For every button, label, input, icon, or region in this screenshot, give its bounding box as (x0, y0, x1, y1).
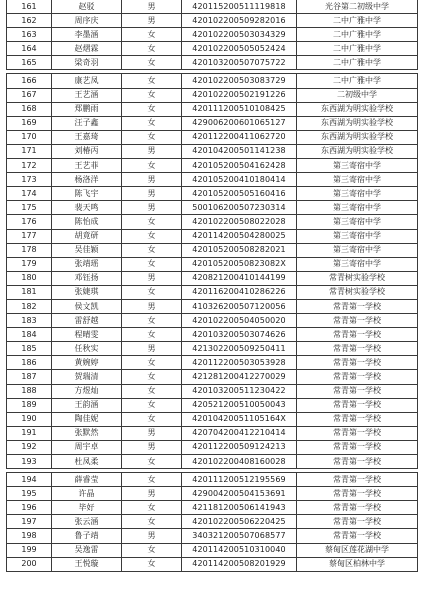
student-name-cell: 程晴雯 (51, 328, 121, 341)
id-number-cell: 420105200508282021 (181, 244, 296, 257)
school-name-cell: 光谷第二初级中学 (296, 0, 418, 13)
table-row (6, 413, 418, 427)
student-name-cell: 胡竟研 (51, 230, 121, 243)
row-number-cell: 191 (6, 427, 51, 440)
id-number-cell: 420115200511119818 (181, 0, 296, 13)
student-name-cell: 王嘉琦 (51, 131, 121, 144)
gender-cell: 女 (121, 117, 181, 130)
school-name-cell: 常青第一学校 (296, 314, 418, 327)
student-name-cell: 汪子鑫 (51, 117, 121, 130)
school-name-cell: 常青第一学校 (296, 515, 418, 528)
row-number-cell: 176 (6, 215, 51, 228)
gender-cell: 女 (121, 455, 181, 468)
table-row (6, 272, 418, 286)
table-row (6, 201, 418, 215)
id-number-cell: 42010420051105164X (181, 413, 296, 426)
student-name-cell: 王韵涵 (51, 399, 121, 412)
row-number-cell: 178 (6, 244, 51, 257)
row-number-cell: 168 (6, 103, 51, 116)
row-number-cell: 164 (6, 42, 51, 55)
id-number-cell: 420111200510108425 (181, 103, 296, 116)
row-number-cell: 181 (6, 286, 51, 299)
gender-cell: 女 (121, 244, 181, 257)
row-number-cell: 175 (6, 201, 51, 214)
row-number-cell: 177 (6, 230, 51, 243)
id-number-cell: 420112200509124213 (181, 441, 296, 454)
school-name-cell: 东西湖为明实验学校 (296, 117, 418, 130)
id-number-cell: 429004200504153691 (181, 487, 296, 500)
id-number-cell: 420112200503053928 (181, 356, 296, 369)
student-name-cell: 张云涵 (51, 515, 121, 528)
id-number-cell: 420114200504280025 (181, 230, 296, 243)
gender-cell: 女 (121, 515, 181, 528)
table-row (6, 342, 418, 356)
student-name-cell: 陶佳妮 (51, 413, 121, 426)
row-number-cell: 182 (6, 300, 51, 313)
student-name-cell: 赵熠霖 (51, 42, 121, 55)
school-name-cell: 第三寄宿中学 (296, 187, 418, 200)
student-name-cell: 刘椿丙 (51, 145, 121, 158)
school-name-cell: 常青第一学校 (296, 385, 418, 398)
row-number-cell: 194 (6, 473, 51, 486)
school-name-cell: 常青第一学校 (296, 529, 418, 542)
id-number-cell: 420102200408160028 (181, 455, 296, 468)
gender-cell: 女 (121, 103, 181, 116)
student-name-cell: 陈飞宇 (51, 187, 121, 200)
student-name-cell: 许晶 (51, 487, 121, 500)
student-name-cell: 鲁子靖 (51, 529, 121, 542)
school-name-cell: 第三寄宿中学 (296, 173, 418, 186)
student-name-cell: 邓钰扬 (51, 272, 121, 285)
school-name-cell: 常青树实验学校 (296, 286, 418, 299)
row-number-cell: 173 (6, 173, 51, 186)
school-name-cell: 第三寄宿中学 (296, 201, 418, 214)
table-row (6, 286, 418, 300)
school-name-cell: 东西湖为明实验学校 (296, 103, 418, 116)
school-name-cell: 东西湖为明实验学校 (296, 131, 418, 144)
school-name-cell: 二中广雅中学 (296, 14, 418, 27)
gender-cell: 女 (121, 258, 181, 271)
row-number-cell: 184 (6, 328, 51, 341)
id-number-cell: 420102200508022028 (181, 215, 296, 228)
gender-cell: 女 (121, 501, 181, 514)
id-number-cell: 420102200506220425 (181, 515, 296, 528)
row-number-cell: 192 (6, 441, 51, 454)
student-name-cell: 张靖瑶 (51, 258, 121, 271)
school-name-cell: 二初级中学 (296, 89, 418, 102)
student-name-cell: 王艺涵 (51, 89, 121, 102)
school-name-cell: 常青第一学校 (296, 473, 418, 486)
gender-cell: 男 (121, 441, 181, 454)
gender-cell: 男 (121, 427, 181, 440)
gender-cell: 男 (121, 487, 181, 500)
id-number-cell: 420114200508201929 (181, 558, 296, 571)
gender-cell: 女 (121, 413, 181, 426)
school-name-cell: 常青第一学校 (296, 342, 418, 355)
table-row (6, 300, 418, 314)
row-number-cell: 200 (6, 558, 51, 571)
gender-cell: 女 (121, 385, 181, 398)
school-name-cell: 常青第一学校 (296, 427, 418, 440)
student-name-cell: 周宇卓 (51, 441, 121, 454)
row-number-cell: 174 (6, 187, 51, 200)
row-number-cell: 199 (6, 544, 51, 557)
gender-cell: 女 (121, 473, 181, 486)
row-number-cell: 166 (6, 74, 51, 87)
table-row (6, 0, 418, 14)
table-row (6, 258, 418, 272)
table-row (6, 230, 418, 244)
table-row (6, 103, 418, 117)
gender-cell: 男 (121, 0, 181, 13)
gender-cell: 女 (121, 356, 181, 369)
school-name-cell: 常青第一学校 (296, 441, 418, 454)
table-row (6, 427, 418, 441)
table-row (6, 441, 418, 455)
row-number-cell: 161 (6, 0, 51, 13)
row-number-cell: 193 (6, 455, 51, 468)
gender-cell: 男 (121, 173, 181, 186)
table-row (6, 399, 418, 413)
table-row (6, 455, 418, 469)
school-name-cell: 常青第一学校 (296, 487, 418, 500)
id-number-cell: 420105200410180414 (181, 173, 296, 186)
id-number-cell: 420103200503074626 (181, 328, 296, 341)
id-number-cell: 420102200505052424 (181, 42, 296, 55)
id-number-cell: 410326200507120056 (181, 300, 296, 313)
gender-cell: 男 (121, 342, 181, 355)
student-name-cell: 吴佳颖 (51, 244, 121, 257)
student-name-cell: 裴天鸣 (51, 201, 121, 214)
student-name-cell: 杜凤柔 (51, 455, 121, 468)
gender-cell: 女 (121, 56, 181, 69)
student-name-cell: 赵驳 (51, 0, 121, 13)
table-row (6, 529, 418, 543)
table-row (6, 28, 418, 42)
table-row (6, 328, 418, 342)
table-row (6, 187, 418, 201)
id-number-cell: 420111200512195569 (181, 473, 296, 486)
school-name-cell: 常青第一学校 (296, 455, 418, 468)
school-name-cell: 常青第一学校 (296, 300, 418, 313)
gender-cell: 女 (121, 328, 181, 341)
school-name-cell: 常青第一学校 (296, 413, 418, 426)
id-number-cell: 340321200507068577 (181, 529, 296, 542)
table-row (6, 117, 418, 131)
student-name-cell: 任秋实 (51, 342, 121, 355)
gender-cell: 女 (121, 131, 181, 144)
table-row (6, 215, 418, 229)
row-number-cell: 186 (6, 356, 51, 369)
gender-cell: 男 (121, 300, 181, 313)
gender-cell: 女 (121, 215, 181, 228)
row-number-cell: 165 (6, 56, 51, 69)
gender-cell: 女 (121, 74, 181, 87)
row-number-cell: 171 (6, 145, 51, 158)
row-number-cell: 197 (6, 515, 51, 528)
school-name-cell: 二中广雅中学 (296, 74, 418, 87)
student-name-cell: 薛睿莹 (51, 473, 121, 486)
gender-cell: 女 (121, 28, 181, 41)
id-number-cell: 420102200503034329 (181, 28, 296, 41)
table-row (6, 244, 418, 258)
student-name-cell: 雷舒越 (51, 314, 121, 327)
school-name-cell: 蔡甸区莲花湖中学 (296, 544, 418, 557)
id-number-cell: 421181200506141943 (181, 501, 296, 514)
student-name-cell: 郑鹏雨 (51, 103, 121, 116)
student-name-cell: 贺瑞清 (51, 370, 121, 383)
table-row (6, 385, 418, 399)
id-number-cell: 420114200510310040 (181, 544, 296, 557)
gender-cell: 男 (121, 529, 181, 542)
school-name-cell: 二中广雅中学 (296, 28, 418, 41)
table-row (6, 314, 418, 328)
row-number-cell: 189 (6, 399, 51, 412)
gender-cell: 女 (121, 159, 181, 172)
table-row (6, 42, 418, 56)
gender-cell: 女 (121, 89, 181, 102)
student-name-cell: 王艺菲 (51, 159, 121, 172)
table-row (6, 501, 418, 515)
table-row (6, 515, 418, 529)
table-row (6, 74, 418, 88)
table-row (6, 131, 418, 145)
table-row (6, 89, 418, 103)
row-number-cell: 179 (6, 258, 51, 271)
row-number-cell: 195 (6, 487, 51, 500)
student-name-cell: 梁奇羽 (51, 56, 121, 69)
gender-cell: 男 (121, 14, 181, 27)
gender-cell: 女 (121, 544, 181, 557)
row-number-cell: 172 (6, 159, 51, 172)
row-number-cell: 167 (6, 89, 51, 102)
school-name-cell: 第三寄宿中学 (296, 159, 418, 172)
school-name-cell: 常青第一学校 (296, 501, 418, 514)
id-number-cell: 420521200510050043 (181, 399, 296, 412)
table-row (6, 487, 418, 501)
gender-cell: 女 (121, 230, 181, 243)
id-number-cell: 421281200412270029 (181, 370, 296, 383)
id-number-cell: 420105200504162428 (181, 159, 296, 172)
row-number-cell: 188 (6, 385, 51, 398)
gender-cell: 女 (121, 286, 181, 299)
school-name-cell: 第三寄宿中学 (296, 230, 418, 243)
row-number-cell: 185 (6, 342, 51, 355)
id-number-cell: 420116200410286226 (181, 286, 296, 299)
gender-cell: 男 (121, 201, 181, 214)
id-number-cell: 420103200511230422 (181, 385, 296, 398)
table-row (6, 544, 418, 558)
id-number-cell: 420821200410144199 (181, 272, 296, 285)
table-row (6, 173, 418, 187)
id-number-cell: 420102200509282016 (181, 14, 296, 27)
row-number-cell: 187 (6, 370, 51, 383)
student-name-cell: 陈怡成 (51, 215, 121, 228)
gender-cell: 女 (121, 314, 181, 327)
table-row (6, 145, 418, 159)
school-name-cell: 常青第一学校 (296, 399, 418, 412)
gender-cell: 女 (121, 399, 181, 412)
row-number-cell: 196 (6, 501, 51, 514)
row-number-cell: 169 (6, 117, 51, 130)
table-row (6, 159, 418, 173)
gender-cell: 女 (121, 370, 181, 383)
id-number-cell: 420704200412210414 (181, 427, 296, 440)
id-number-cell: 420102200504050020 (181, 314, 296, 327)
student-name-cell: 杨洛洋 (51, 173, 121, 186)
table-row (6, 14, 418, 28)
row-number-cell: 163 (6, 28, 51, 41)
gender-cell: 女 (121, 42, 181, 55)
school-name-cell: 常青第一学校 (296, 370, 418, 383)
id-number-cell: 420103200507075722 (181, 56, 296, 69)
student-name-cell: 毕好 (51, 501, 121, 514)
student-name-cell: 方煜灿 (51, 385, 121, 398)
table-row (6, 558, 418, 572)
school-name-cell: 常青树实验学校 (296, 272, 418, 285)
gender-cell: 女 (121, 558, 181, 571)
table-row (6, 473, 418, 487)
student-name-cell: 黄婉婷 (51, 356, 121, 369)
id-number-cell: 420112200411062720 (181, 131, 296, 144)
school-name-cell: 东西湖为明实验学校 (296, 145, 418, 158)
student-roster-table (6, 0, 418, 572)
school-name-cell: 第三寄宿中学 (296, 258, 418, 271)
id-number-cell: 42010520050823082X (181, 258, 296, 271)
id-number-cell: 500106200507230314 (181, 201, 296, 214)
row-number-cell: 162 (6, 14, 51, 27)
student-name-cell: 张默然 (51, 427, 121, 440)
gender-cell: 男 (121, 145, 181, 158)
gender-cell: 男 (121, 187, 181, 200)
school-name-cell: 常青第一学校 (296, 328, 418, 341)
table-row (6, 370, 418, 384)
table-row (6, 356, 418, 370)
id-number-cell: 429006200601065127 (181, 117, 296, 130)
id-number-cell: 420102200502191226 (181, 89, 296, 102)
id-number-cell: 420105200505160416 (181, 187, 296, 200)
row-number-cell: 180 (6, 272, 51, 285)
row-number-cell: 183 (6, 314, 51, 327)
student-name-cell: 吴逸雷 (51, 544, 121, 557)
student-name-cell: 王悦璇 (51, 558, 121, 571)
gender-cell: 男 (121, 272, 181, 285)
id-number-cell: 420102200503083729 (181, 74, 296, 87)
student-name-cell: 李墨涵 (51, 28, 121, 41)
table-row (6, 56, 418, 70)
school-name-cell: 第三寄宿中学 (296, 244, 418, 257)
row-number-cell: 190 (6, 413, 51, 426)
row-number-cell: 170 (6, 131, 51, 144)
student-name-cell: 张婕琪 (51, 286, 121, 299)
school-name-cell: 蔡甸区柏林中学 (296, 558, 418, 571)
row-number-cell: 198 (6, 529, 51, 542)
student-name-cell: 侯文凯 (51, 300, 121, 313)
id-number-cell: 421302200509250411 (181, 342, 296, 355)
id-number-cell: 420104200501141238 (181, 145, 296, 158)
student-name-cell: 康艺凤 (51, 74, 121, 87)
school-name-cell: 二中广雅中学 (296, 56, 418, 69)
school-name-cell: 第三寄宿中学 (296, 215, 418, 228)
student-name-cell: 周序庆 (51, 14, 121, 27)
school-name-cell: 常青第一学校 (296, 356, 418, 369)
school-name-cell: 二中广雅中学 (296, 42, 418, 55)
